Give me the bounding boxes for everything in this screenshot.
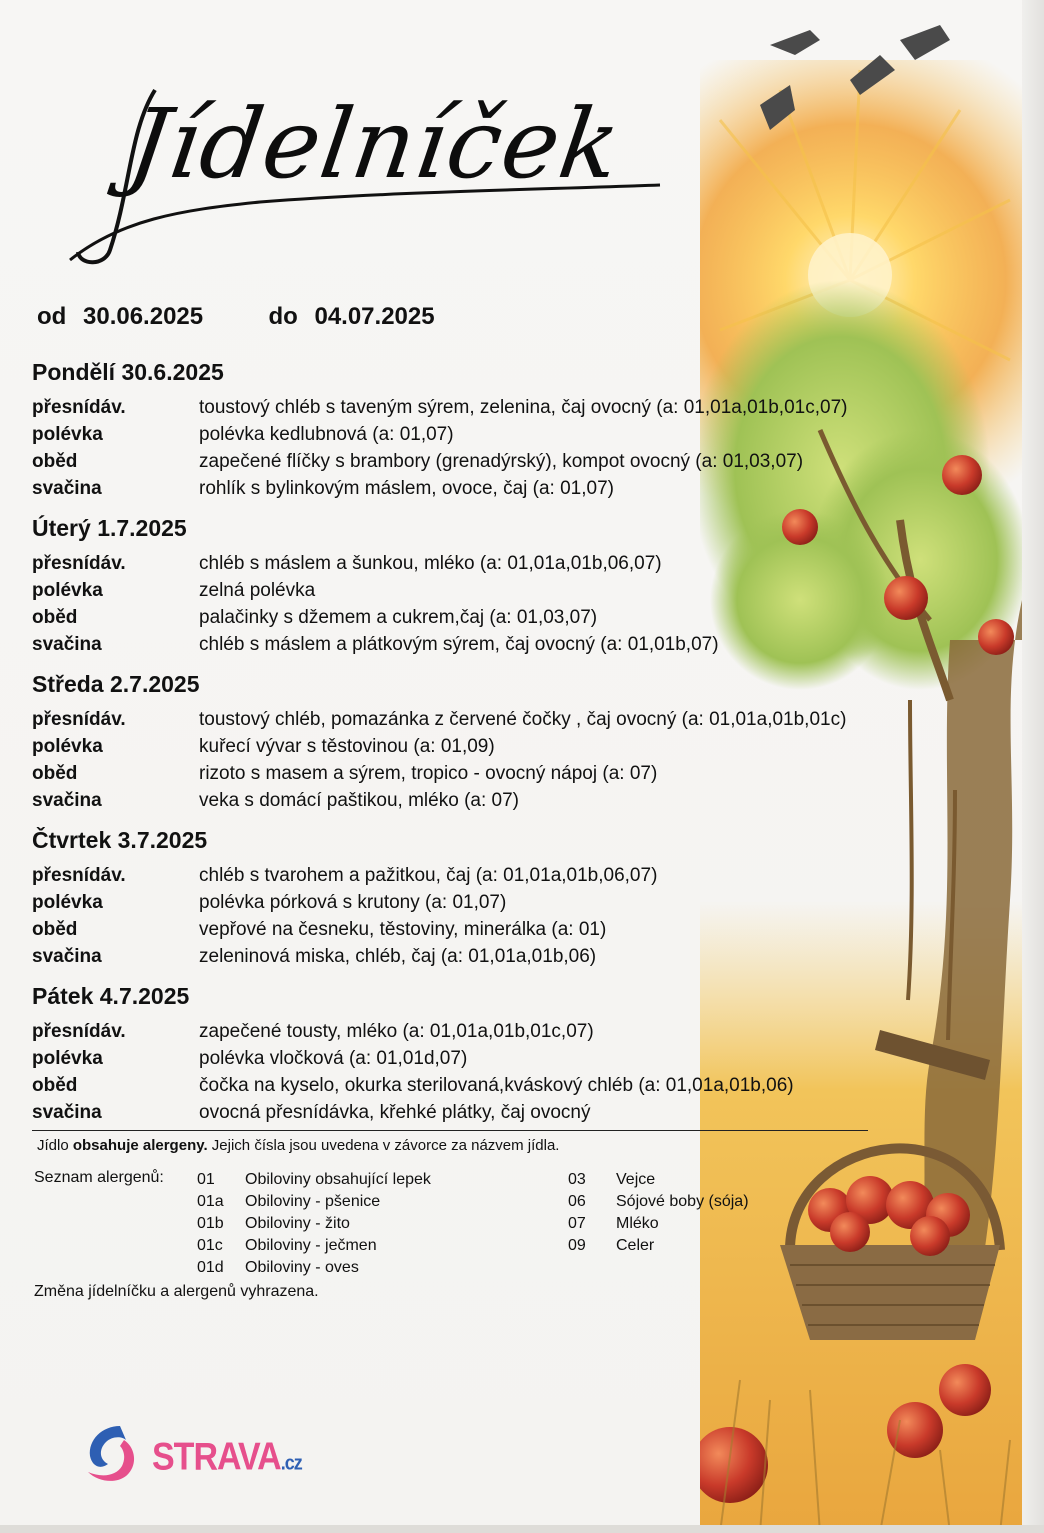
allergen-note	[37, 1137, 559, 1154]
to-date: 04.07.2025	[314, 303, 435, 330]
meal-type: svačina	[32, 1102, 102, 1123]
meal-desc: zapečené tousty, mléko (a: 01,01a,01b,01c,07)	[199, 1021, 594, 1042]
meal-type: polévka	[32, 424, 103, 445]
meal-row	[32, 631, 972, 658]
day-thursday	[32, 826, 972, 970]
meal-row	[32, 943, 972, 970]
from-label: od	[37, 303, 67, 330]
meal-type: oběd	[32, 607, 78, 628]
meal-desc: zeleninová miska, chléb, čaj (a: 01,01a,01b,06)	[199, 946, 597, 967]
allergen-note-prefix: Jídlo	[37, 1137, 69, 1154]
allergen-code: 01	[197, 1171, 215, 1188]
meal-type: přesnídáv.	[32, 1021, 126, 1042]
meal-row	[32, 1072, 972, 1099]
meal-desc: chléb s máslem a plátkovým sýrem, čaj ovocný (a: 01,01b,07)	[199, 634, 719, 655]
allergen-name: Obiloviny obsahující lepek	[245, 1171, 431, 1188]
meal-desc: polévka pórková s krutony (a: 01,07)	[199, 892, 507, 913]
date-range	[37, 303, 435, 331]
meal-type: přesnídáv.	[32, 865, 126, 886]
meal-type: polévka	[32, 1048, 103, 1069]
meal-desc: polévka vločková (a: 01,01d,07)	[199, 1048, 468, 1069]
meal-desc: chléb s máslem a šunkou, mléko (a: 01,01a,01b,06,07)	[199, 553, 662, 574]
allergen-item	[568, 1169, 808, 1191]
logo-name: STRAVA	[152, 1435, 281, 1479]
from-date: 30.06.2025	[83, 303, 204, 330]
day-title: Středa 2.7.2025	[32, 671, 200, 697]
meal-desc: čočka na kyselo, okurka sterilovaná,kváskový chléb (a: 01,01a,01b,06)	[199, 1075, 794, 1096]
allergen-item	[197, 1169, 517, 1191]
change-note: Změna jídelníčku a alergenů vyhrazena.	[34, 1283, 319, 1300]
allergen-item	[197, 1235, 517, 1257]
allergen-item	[568, 1213, 808, 1235]
day-wednesday	[32, 670, 972, 814]
allergen-name: Vejce	[616, 1171, 656, 1188]
allergen-name: Celer	[616, 1237, 655, 1254]
meal-row	[32, 550, 972, 577]
meal-desc: kuřecí vývar s těstovinou (a: 01,09)	[199, 736, 495, 757]
allergen-item	[568, 1235, 808, 1257]
allergen-item	[568, 1191, 808, 1213]
meal-row	[32, 787, 972, 814]
meal-row	[32, 1018, 972, 1045]
allergen-name: Mléko	[616, 1215, 659, 1232]
apple	[978, 619, 1014, 655]
allergen-code: 01b	[197, 1215, 224, 1232]
strava-logo-text	[152, 1435, 302, 1480]
to-label: do	[268, 303, 298, 330]
page-edge-bottom	[0, 1525, 1044, 1533]
meal-type: oběd	[32, 1075, 78, 1096]
meal-row	[32, 760, 972, 787]
meal-desc: rizoto s masem a sýrem, tropico - ovocný nápoj (a: 07)	[199, 763, 658, 784]
meal-type: svačina	[32, 790, 102, 811]
day-title: Pondělí 30.6.2025	[32, 359, 224, 385]
allergen-code: 03	[568, 1171, 586, 1188]
allergen-name: Obiloviny - žito	[245, 1215, 350, 1232]
allergen-name: Obiloviny - ječmen	[245, 1237, 377, 1254]
allergen-column-1	[197, 1169, 517, 1279]
allergen-code: 09	[568, 1237, 586, 1254]
meal-row	[32, 448, 972, 475]
allergen-name: Obiloviny - oves	[245, 1259, 359, 1276]
allergen-code: 07	[568, 1215, 586, 1232]
meal-row	[32, 1045, 972, 1072]
allergen-code: 01d	[197, 1259, 224, 1276]
meal-row	[32, 889, 972, 916]
meal-type: přesnídáv.	[32, 397, 126, 418]
meal-row	[32, 394, 972, 421]
meal-desc: palačinky s džemem a cukrem,čaj (a: 01,03,07)	[199, 607, 598, 628]
meal-desc: toustový chléb s taveným sýrem, zelenina, čaj ovocný (a: 01,01a,01b,01c,07)	[199, 397, 848, 418]
meal-row	[32, 733, 972, 760]
allergen-note-bold: obsahuje alergeny.	[72, 1137, 208, 1154]
day-title: Úterý 1.7.2025	[32, 515, 187, 541]
meal-type: svačina	[32, 946, 102, 967]
meal-type: polévka	[32, 892, 103, 913]
meal-row	[32, 604, 972, 631]
meal-desc: toustový chléb, pomazánka z červené čočky , čaj ovocný (a: 01,01a,01b,01c)	[199, 709, 847, 730]
meal-row	[32, 1099, 972, 1126]
meal-type: svačina	[32, 634, 102, 655]
meal-desc: ovocná přesnídávka, křehké plátky, čaj ovocný	[199, 1102, 591, 1123]
meal-desc: zapečené flíčky s brambory (grenadýrský), kompot ovocný (a: 01,03,07)	[199, 451, 804, 472]
meal-row	[32, 577, 972, 604]
meal-type: přesnídáv.	[32, 553, 126, 574]
meal-desc: veka s domácí paštikou, mléko (a: 07)	[199, 790, 519, 811]
title-text: Jídelníček	[122, 88, 628, 200]
meal-type: svačina	[32, 478, 102, 499]
meal-type: přesnídáv.	[32, 709, 126, 730]
meal-desc: rohlík s bylinkovým máslem, ovoce, čaj (a: 01,07)	[199, 478, 614, 499]
meal-row	[32, 475, 972, 502]
day-title: Čtvrtek 3.7.2025	[32, 827, 208, 853]
meal-desc: polévka kedlubnová (a: 01,07)	[199, 424, 454, 445]
meal-row	[32, 862, 972, 889]
allergen-code: 06	[568, 1193, 586, 1210]
meal-type: polévka	[32, 736, 103, 757]
meal-type: oběd	[32, 763, 78, 784]
day-friday	[32, 982, 972, 1126]
allergen-list-heading: Seznam alergenů:	[34, 1169, 164, 1186]
meal-desc: zelná polévka	[199, 580, 316, 601]
day-tuesday	[32, 514, 972, 658]
allergen-item	[197, 1213, 517, 1235]
day-title: Pátek 4.7.2025	[32, 983, 190, 1009]
meal-desc: chléb s tvarohem a pažitkou, čaj (a: 01,01a,01b,06,07)	[199, 865, 658, 886]
allergen-item	[197, 1191, 517, 1213]
meal-row	[32, 916, 972, 943]
meal-type: oběd	[32, 919, 78, 940]
meal-desc: vepřové na česneku, těstoviny, minerálka (a: 01)	[199, 919, 607, 940]
allergen-name: Sójové boby (sója)	[616, 1193, 749, 1210]
day-monday	[32, 358, 972, 502]
logo-suffix: .cz	[280, 1451, 302, 1475]
meal-type: oběd	[32, 451, 78, 472]
strava-logo-icon	[80, 1420, 150, 1490]
allergen-code: 01a	[197, 1193, 224, 1210]
meal-row	[32, 706, 972, 733]
meal-type: polévka	[32, 580, 103, 601]
meal-row	[32, 421, 972, 448]
allergen-note-suffix: Jejich čísla jsou uvedena v závorce za názvem jídla.	[211, 1137, 560, 1154]
allergen-item	[197, 1257, 517, 1279]
page-edge	[1022, 0, 1044, 1533]
divider	[32, 1130, 868, 1131]
allergen-name: Obiloviny - pšenice	[245, 1193, 381, 1210]
allergen-code: 01c	[197, 1237, 223, 1254]
allergen-column-2	[568, 1169, 808, 1257]
title	[60, 70, 680, 270]
strava-logo[interactable]	[80, 1420, 302, 1490]
